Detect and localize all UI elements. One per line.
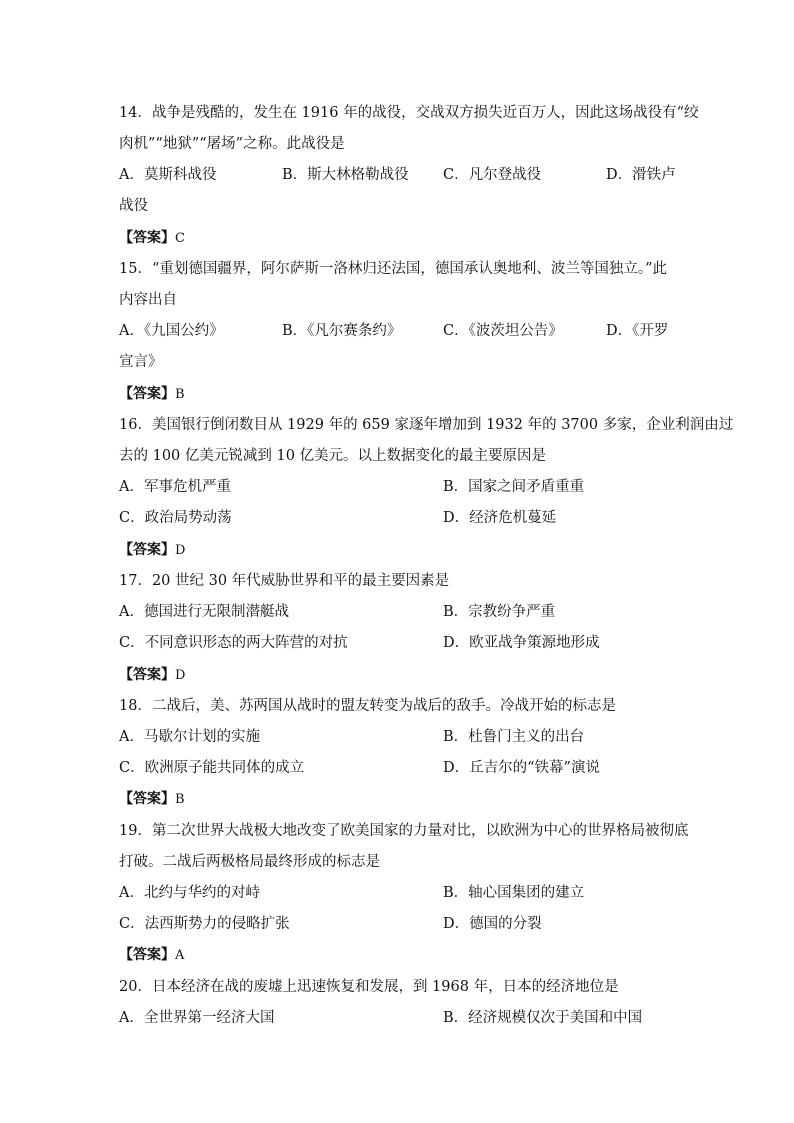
option-a: A．莫斯科战役 (119, 167, 217, 183)
answer-value: B (175, 792, 185, 807)
question-text-line: 14．战争是残酷的，发生在 1916 年的战役，交战双方损失近百万人，因此这场战役有“绞 (119, 105, 699, 121)
answer-label: 【答案】 (119, 542, 175, 558)
answer (119, 790, 185, 809)
option-c: C．法西斯势力的侵略扩张 (119, 916, 290, 932)
option-b: B．国家之间矛盾重重 (443, 479, 585, 495)
question-text-line: 去的 100 亿美元锐减到 10 亿美元。以上数据变化的最主要原因是 (119, 448, 547, 464)
option-b: B．经济规模仅次于美国和中国 (443, 1010, 643, 1026)
question-text-line: 18．二战后，美、苏两国从战时的盟友转变为战后的敌手。冷战开始的标志是 (119, 698, 616, 714)
option-b: B．《凡尔赛条约》 (282, 323, 402, 339)
answer-label: 【答案】 (119, 947, 175, 963)
option-a: A．《九国公约》 (119, 323, 224, 339)
option-c: C．不同意识形态的两大阵营的对抗 (119, 635, 348, 651)
answer-label: 【答案】 (119, 791, 175, 807)
option-b: B．宗教纷争严重 (443, 604, 556, 620)
option-a: A．马歇尔计划的实施 (119, 729, 260, 745)
option-b: B．杜鲁门主义的出台 (443, 729, 585, 745)
option-b: B．轴心国集团的建立 (443, 885, 585, 901)
question-text-line: 19．第二次世界大战极大地改变了欧美国家的力量对比，以欧洲为中心的世界格局被彻底 (119, 823, 689, 839)
option-d: D．经济危机蔓延 (443, 510, 557, 526)
answer-label: 【答案】 (119, 667, 175, 683)
answer-value: D (175, 543, 186, 558)
option-a: A．全世界第一经济大国 (119, 1010, 275, 1026)
answer (119, 946, 184, 965)
option-d: D．欧亚战争策源地形成 (443, 635, 600, 651)
option-c: C．欧洲原子能共同体的成立 (119, 760, 305, 776)
answer-value: C (175, 231, 185, 246)
question-text-line: 肉机”“地狱”“屠场”之称。此战役是 (119, 136, 345, 152)
option-d: D．《开罗 (606, 323, 669, 339)
option-d-wrap: 战役 (119, 198, 148, 214)
option-a: A．德国进行无限制潜艇战 (119, 604, 289, 620)
option-b: B．斯大林格勒战役 (282, 167, 409, 183)
option-c: C．《波茨坦公告》 (443, 323, 563, 339)
question-text-line: 16．美国银行倒闭数目从 1929 年的 659 家逐年增加到 1932 年的 3700 多家，企业利润由过 (119, 417, 734, 433)
question-text-line: 17．20 世纪 30 年代威胁世界和平的最主要因素是 (119, 573, 450, 589)
answer-value: A (175, 948, 185, 963)
question-text-line: 20．日本经济在战的废墟上迅速恢复和发展，到 1968 年，日本的经济地位是 (119, 979, 619, 995)
option-d: D．丘吉尔的“铁幕”演说 (443, 760, 600, 776)
question-text-line: 内容出自 (119, 292, 177, 308)
option-a: A．北约与华约的对峙 (119, 885, 260, 901)
answer (119, 541, 185, 560)
option-c: C．凡尔登战役 (443, 167, 542, 183)
option-d: D．德国的分裂 (443, 916, 542, 932)
answer-label: 【答案】 (119, 230, 175, 246)
answer-value: B (175, 387, 185, 402)
question-text-line: 15．“重划德国疆界，阿尔萨斯一洛林归还法国，德国承认奥地利、波兰等国独立。”此 (119, 261, 668, 277)
option-d: D．滑铁卢 (606, 167, 676, 183)
answer-label: 【答案】 (119, 386, 175, 402)
answer (119, 385, 185, 404)
question-text-line: 打破。二战后两极格局最终形成的标志是 (119, 854, 380, 870)
option-d-wrap: 宣言》 (119, 354, 163, 370)
option-a: A．军事危机严重 (119, 479, 231, 495)
answer-value: D (175, 668, 186, 683)
option-c: C．政治局势动荡 (119, 510, 232, 526)
answer (119, 666, 185, 685)
answer (119, 229, 185, 248)
